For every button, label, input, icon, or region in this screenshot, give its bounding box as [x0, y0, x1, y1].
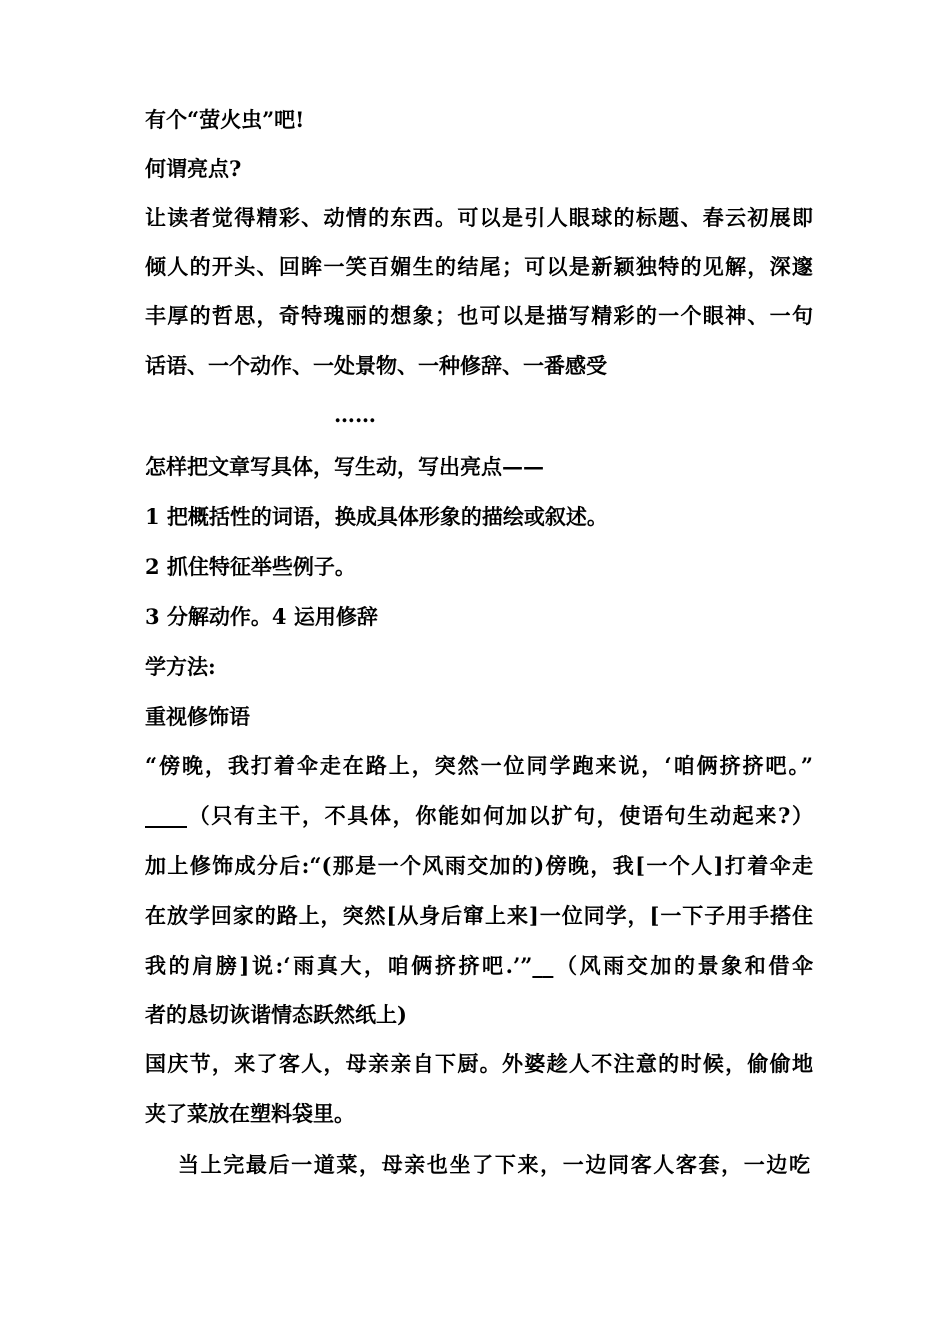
text-line-firefly: 有个“萤火虫”吧! — [145, 107, 305, 132]
example-expanded-line-3: 我的肩膀]说:‘雨真大，咱俩挤挤吧.’”__（风雨交加的景象和借伞 — [145, 953, 813, 978]
example-expanded-line-4: 者的恳切诙谐情态跃然纸上) — [145, 1002, 407, 1027]
question-what-is-highlight: 何谓亮点? — [145, 156, 242, 181]
example-expanded-line-2: 在放学回家的路上，突然[从身后窜上来]一位同学，[一下子用手搭住 — [145, 903, 813, 928]
paragraph-definition-line-2: 倾人的开头、回眸一笑百媚生的结尾；可以是新颖独特的见解，深邃 — [145, 254, 813, 279]
section-learn-methods: 学方法: — [145, 654, 216, 679]
paragraph-definition-line-1: 让读者觉得精彩、动情的东西。可以是引人眼球的标题、春云初展即 — [145, 205, 813, 230]
method-3-4: 3 分解动作。4 运用修辞 — [145, 604, 378, 629]
story-line-1: 国庆节，来了客人，母亲亲自下厨。外婆趁人不注意的时候，偷偷地 — [145, 1051, 813, 1076]
section-modifiers: 重视修饰语 — [145, 704, 250, 729]
example-expanded-line-1: 加上修饰成分后:“(那是一个风雨交加的)傍晚，我[一个人]打着伞走 — [145, 853, 813, 878]
paragraph-definition-line-3: 丰厚的哲思，奇特瑰丽的想象；也可以是描写精彩的一个眼神、一句 — [145, 303, 813, 328]
paragraph-definition-line-4: 话语、一个动作、一处景物、一种修辞、一番感受 — [145, 353, 607, 378]
example-original-sentence: “傍晚，我打着伞走在路上，突然一位同学跑来说，‘咱俩挤挤吧。” — [145, 753, 813, 778]
ellipsis: …… — [334, 402, 376, 427]
story-line-3: 当上完最后一道菜，母亲也坐了下来，一边同客人客套，一边吃 — [178, 1152, 810, 1177]
story-line-2: 夹了菜放在塑料袋里。 — [145, 1101, 355, 1126]
method-2: 2 抓住特征举些例子。 — [145, 554, 356, 579]
question-how-to-write: 怎样把文章写具体，写生动，写出亮点—— — [145, 454, 544, 479]
example-original-prompt: ____（只有主干，不具体，你能如何加以扩句，使语句生动起来?） — [145, 803, 813, 828]
method-1: 1 把概括性的词语，换成具体形象的描绘或叙述。 — [145, 504, 608, 529]
